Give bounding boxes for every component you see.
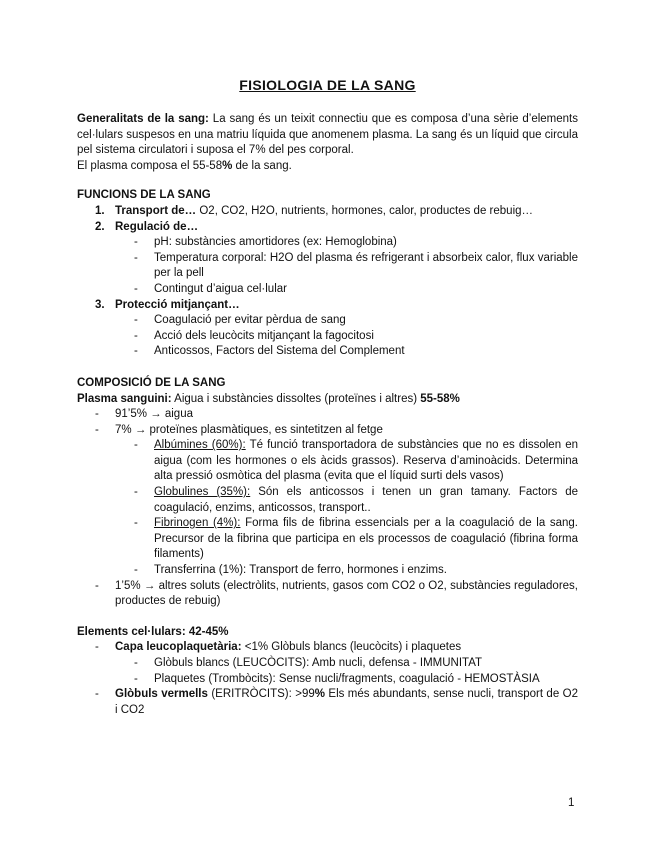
list-item-globulines: - Globulines (35%): Són els anticossos i tenen un gran tamany. Factors de coagulació, enzims, anticossos, transport.. bbox=[134, 486, 579, 514]
elements-line: Elements cel·lulars: 42-45% bbox=[77, 625, 229, 638]
list-item: - Temperatura corporal: H2O del plasma és refrigerant i absorbeix calor, flux variable per la pell bbox=[134, 251, 578, 280]
list-item-transferrina: - Transferrina (1%): Transport de ferro, hormones i enzims. bbox=[134, 564, 447, 577]
plasma-line: Plasma sanguini: Aigua i substàncies dissoltes (proteïnes i altres) 55-58% bbox=[77, 392, 460, 405]
list-item: - Contingut d’aigua cel·lular bbox=[134, 282, 287, 295]
intro-label: Generalitats de la sang: bbox=[77, 113, 209, 125]
funcio-item-proteccio: 3. Protecció mitjançant… bbox=[95, 298, 240, 311]
list-item: - Acció dels leucòcits mitjançant la fagocitosi bbox=[134, 329, 374, 342]
composicio-heading: COMPOSICIÓ DE LA SANG bbox=[77, 376, 226, 389]
list-item: - 91’5% → aigua bbox=[95, 408, 193, 421]
list-item: - 1’5% → altres soluts (electròlits, nutrients, gasos com CO2 o O2, substàncies reguladores, productes de rebuig) bbox=[95, 579, 578, 608]
intro-paragraph bbox=[77, 112, 578, 159]
funcio-item-transport: 1. Transport de… O2, CO2, H2O, nutrients, hormones, calor, productes de rebuig… bbox=[95, 204, 534, 217]
funcions-heading: FUNCIONS DE LA SANG bbox=[77, 189, 211, 202]
funcio-item-regulacio: 2. Regulació de… bbox=[95, 220, 199, 233]
list-item-albumines: - Albúmines (60%): Té funció transportadora de substàncies que no es dissolen en aigua (com les hormones o els àcids grassos). Reserva d’aminoàcids. Determina alta pressió osmòtica del plasma (evita que el líquid surti dels vasos) bbox=[134, 439, 578, 483]
document-body bbox=[77, 112, 578, 718]
page-title: FISIOLOGIA DE LA SANG bbox=[239, 77, 416, 93]
list-item-fibrinogen: - Fibrinogen (4%): Forma fils de fibrina essencials per a la coagulació de la sang. Precursor de la fibrina que participa en els processos de coagulació (fibrina forma filaments) bbox=[134, 517, 578, 561]
plasma-summary: El plasma composa el 55-58% de la sang. bbox=[77, 159, 292, 172]
list-item: - Glòbuls blancs (LEUCÒCITS): Amb nucli, defensa - IMMUNITAT bbox=[134, 657, 483, 669]
list-item: - Plaquetes (Trombòcits): Sense nucli/fragments, coagulació - HEMOSTÀSIA bbox=[134, 672, 540, 685]
list-item-vermells: - Glòbuls vermells (ERITRÒCITS): >99% Els més abundants, sense nucli, transport de O2 i CO2 bbox=[95, 688, 578, 716]
list-item-capa: - Capa leucoplaquetària: <1% Glòbuls blancs (leucòcits) i plaquetes bbox=[95, 641, 462, 654]
list-item: - pH: substàncies amortidores (ex: Hemoglobina) bbox=[134, 236, 397, 249]
list-item: - Anticossos, Factors del Sistema del Complement bbox=[134, 345, 405, 358]
page-number: 1 bbox=[568, 797, 575, 809]
list-item: - Coagulació per evitar pèrdua de sang bbox=[134, 314, 346, 327]
list-item: - 7% → proteïnes plasmàtiques, es sintetitzen al fetge bbox=[95, 423, 383, 436]
intro-text: La sang és un teixit connectiu que es composa d’una sèrie d’elements cel·lulars suspesos en una matriu líquida que anomenem plasma. La sang és un líquid que circula pel sistema circulatori i suposa el 7% del pes corporal. bbox=[77, 113, 578, 157]
